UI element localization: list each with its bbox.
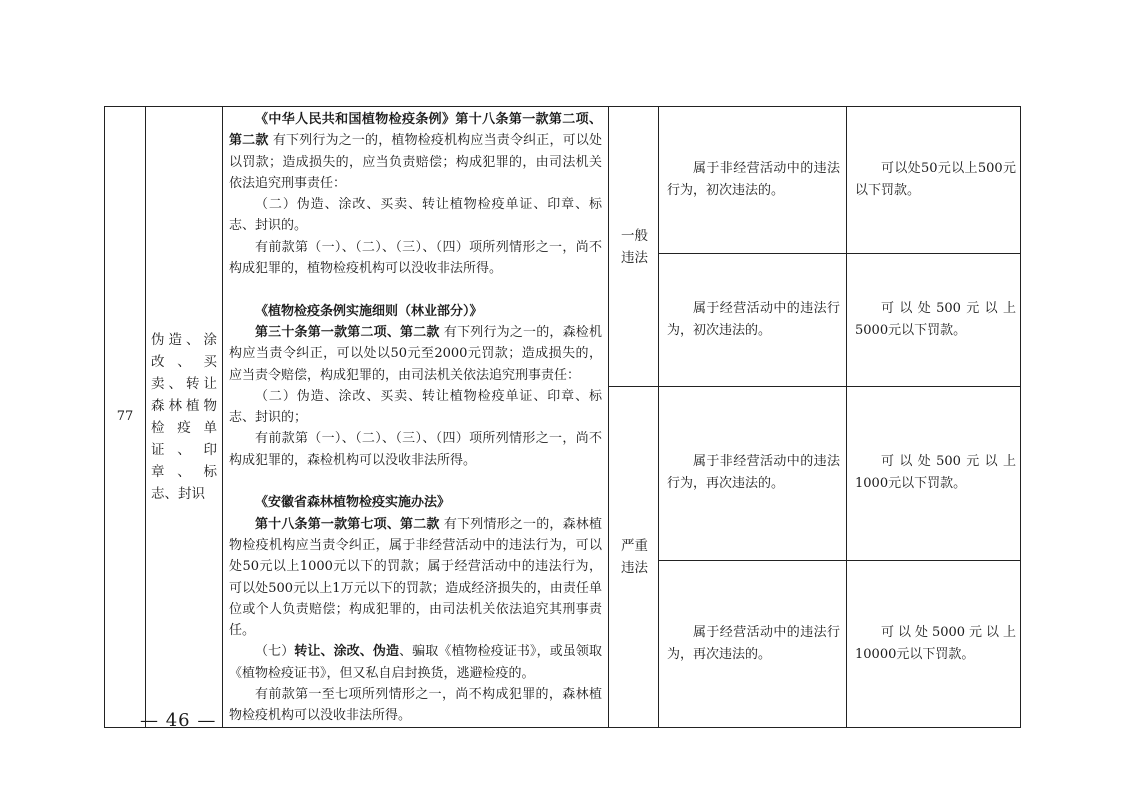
case-desc: 属于非经营活动中的违法行为，初次违法的。 xyxy=(667,161,840,198)
basis-paragraph xyxy=(229,322,602,386)
case-penalty-cell xyxy=(847,560,1021,727)
paragraph-spacer xyxy=(229,471,602,492)
row-number: 77 xyxy=(116,409,134,425)
case-desc-cell xyxy=(659,107,847,254)
row-number-cell xyxy=(105,107,146,728)
basis-paragraph xyxy=(229,514,602,642)
basis-text: 有前款第（一）、（二）、（三）、（四）项所列情形之一，尚不构成犯罪的，森检机构可以没收非法所得。 xyxy=(229,431,602,468)
case-desc: 属于经营活动中的违法行为，初次违法的。 xyxy=(667,301,840,338)
basis-text: 、骗取《植物检疫证书》，或虽领取《植物检疫证书》，但又私自启封换货，逃避检疫的。 xyxy=(229,644,602,681)
case-desc-cell xyxy=(659,254,847,387)
basis-text: 有下列行为之一的，森检机构应当责令纠正，可以处以50元至2000元罚款；造成损失的，应当责令赔偿，构成犯罪的，由司法机关依法追究刑事责任： xyxy=(229,324,602,383)
case-penalty: 可以处50元以上500元以下罚款。 xyxy=(855,161,1016,198)
paragraph-spacer xyxy=(229,279,602,300)
basis-text: 有前款第一至七项所列情形之一，尚不构成犯罪的，森林植物检疫机构可以没收非法所得。 xyxy=(229,687,602,724)
case-penalty: 可以处500元以上5000元以下罚款。 xyxy=(855,301,1016,338)
regulation-title: 《安徽省森林植物检疫实施办法》 xyxy=(255,495,451,511)
case-penalty-cell xyxy=(847,254,1021,387)
basis-article-ref: 第三十条第一款第二项、第二款 xyxy=(255,324,440,340)
basis-paragraph xyxy=(229,641,602,684)
case-desc: 属于经营活动中的违法行为，再次违法的。 xyxy=(667,624,840,662)
legal-basis-text xyxy=(229,109,602,727)
basis-article-ref: 转让、涂改、伪造 xyxy=(294,644,400,660)
case-desc-cell xyxy=(659,560,847,727)
basis-text: （七） xyxy=(255,644,295,660)
basis-article-ref: 第十八条第一款第七项、第二款 xyxy=(255,516,440,532)
legal-basis-cell xyxy=(223,107,609,728)
basis-text: 有下列行为之一的，植物检疫机构应当责令纠正，可以处以罚款；造成损失的，应当负责赔偿；构成犯罪的，由司法机关依法追究刑事责任： xyxy=(229,133,602,191)
case-penalty-cell xyxy=(847,387,1021,561)
level-general: 一般违法 xyxy=(621,227,648,266)
basis-text: 有下列情形之一的，森林植物检疫机构应当责令纠正，属于非经营活动中的违法行为，可以处50元以上1000元以下的罚款；属于经营活动中的违法行为，可以处500元以上1万元以下的罚款；造成经济损失的，由责任单位或个人负责赔偿；构成犯罪的，由司法机关依法追究其刑事责任。 xyxy=(229,516,602,639)
basis-article-ref: 《中华人民共和国植物检疫条例》第十八条第一款第二项、第二款 xyxy=(229,112,602,149)
regulation-title: 《植物检疫条例实施细则（林业部分）》 xyxy=(255,303,483,319)
basis-paragraph xyxy=(229,386,602,429)
basis-text: （二）伪造、涂改、买卖、转让植物检疫单证、印章、标志、封识的。 xyxy=(229,197,602,234)
case-desc: 属于非经营活动中的违法行为，再次违法的。 xyxy=(667,454,840,492)
level-cell-general xyxy=(609,107,659,387)
level-serious: 严重违法 xyxy=(621,537,648,576)
penalty-standard-table xyxy=(104,106,1021,728)
basis-paragraph xyxy=(229,194,602,237)
case-desc-cell xyxy=(659,387,847,561)
basis-text: 有前款第（一）、（二）、（三）、（四）项所列情形之一，尚不构成犯罪的，植物检疫机构可以没收非法所得。 xyxy=(229,239,602,277)
case-penalty: 可以处5000元以上10000元以下罚款。 xyxy=(855,624,1016,662)
basis-text: （二）伪造、涂改、买卖、转让植物检疫单证、印章、标志、封识的； xyxy=(229,388,602,426)
violation-item: 伪造、涂改、买卖、转让森林植物检疫单证、印章、标志、封识 xyxy=(151,331,217,502)
case-penalty-cell xyxy=(847,107,1021,254)
level-cell-serious xyxy=(609,387,659,728)
basis-paragraph xyxy=(229,684,602,727)
basis-paragraph xyxy=(229,428,602,471)
basis-paragraph xyxy=(229,109,602,194)
basis-paragraph xyxy=(229,237,602,280)
page-number: — 46 — xyxy=(140,710,217,731)
case-penalty: 可以处500元以上1000元以下罚款。 xyxy=(855,454,1016,492)
violation-item-cell xyxy=(146,107,223,728)
